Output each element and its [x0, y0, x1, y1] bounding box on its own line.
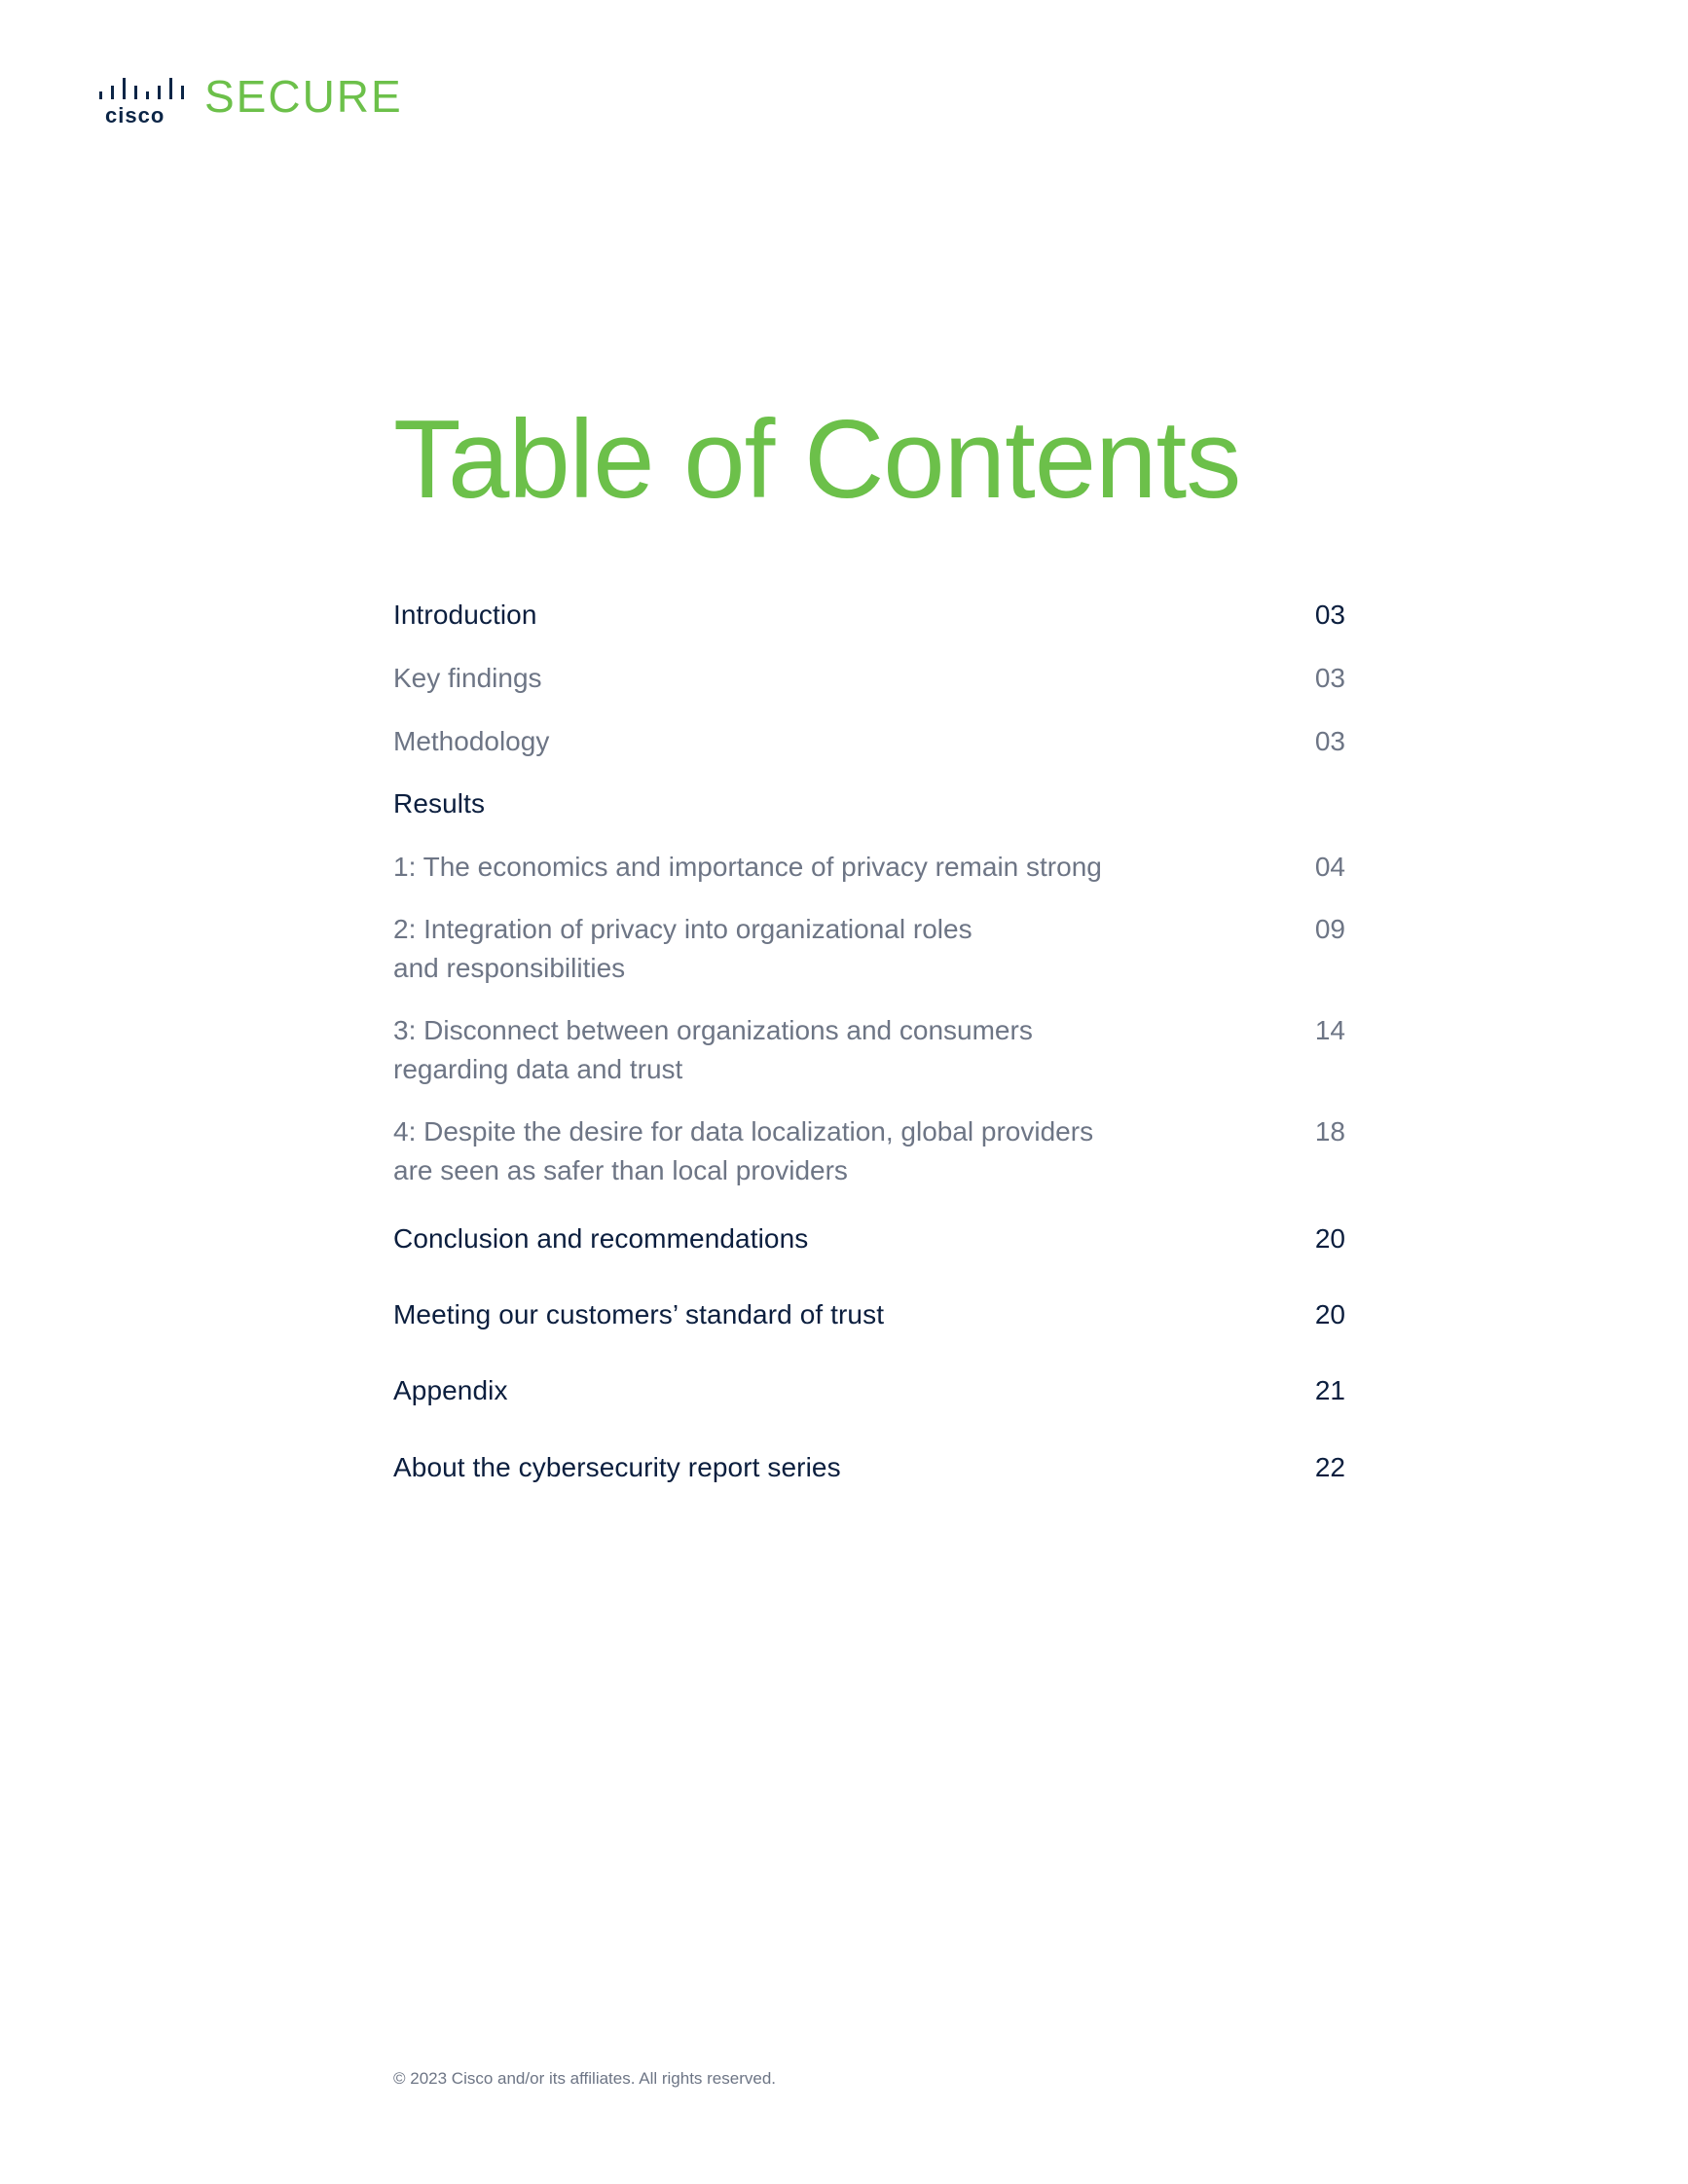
toc-label: About the cybersecurity report series	[393, 1452, 841, 1482]
toc-page-number: 03	[1314, 726, 1345, 756]
page-title: Table of Contents	[393, 398, 1241, 522]
toc-label: Key findings	[393, 663, 542, 693]
toc-label-line-2: regarding data and trust	[393, 1054, 683, 1084]
cisco-logo	[97, 68, 187, 127]
toc-page-number: 20	[1314, 1299, 1345, 1329]
toc-page-number: 18	[1314, 1116, 1345, 1147]
toc-page-number: 20	[1314, 1223, 1345, 1254]
cisco-wordmark: cisco	[105, 103, 165, 127]
toc-row-result-3[interactable]	[393, 1011, 1345, 1089]
cisco-bars-icon	[97, 78, 187, 105]
toc-label-line-1: 3: Disconnect between organizations and consumers	[393, 1015, 1033, 1045]
toc-row-result-4[interactable]	[393, 1112, 1345, 1190]
toc-page-number: 03	[1314, 600, 1345, 630]
toc-page-number: 03	[1314, 663, 1345, 693]
cisco-bridge-icon	[97, 78, 187, 127]
toc-label: Results	[393, 788, 486, 819]
toc-label-line-1: 2: Integration of privacy into organizational roles	[393, 914, 972, 944]
toc-label	[393, 1112, 1172, 1190]
secure-wordmark: SECURE	[204, 71, 403, 122]
toc-label	[393, 910, 1172, 988]
toc-page-number: 09	[1314, 914, 1345, 944]
toc-page-number: 04	[1314, 852, 1345, 882]
toc-label-line-2: are seen as safer than local providers	[393, 1155, 848, 1185]
toc-row-result-2[interactable]	[393, 910, 1345, 988]
toc-label	[393, 1011, 1172, 1089]
toc-label: Appendix	[393, 1375, 508, 1405]
toc-label: Introduction	[393, 600, 537, 630]
toc-label-line-2: and responsibilities	[393, 953, 626, 983]
toc-label: 1: The economics and importance of privacy remain strong	[393, 852, 1102, 882]
toc-label-line-1: 4: Despite the desire for data localization, global providers	[393, 1116, 1094, 1147]
copyright-footer: © 2023 Cisco and/or its affiliates. All rights reserved.	[393, 2069, 777, 2088]
toc-page-number: 14	[1314, 1015, 1345, 1045]
toc-page-number: 22	[1314, 1452, 1345, 1482]
toc-label: Meeting our customers’ standard of trust	[393, 1299, 885, 1329]
toc-label: Methodology	[393, 726, 550, 756]
toc-page-number: 21	[1314, 1375, 1345, 1405]
toc-label: Conclusion and recommendations	[393, 1223, 809, 1254]
